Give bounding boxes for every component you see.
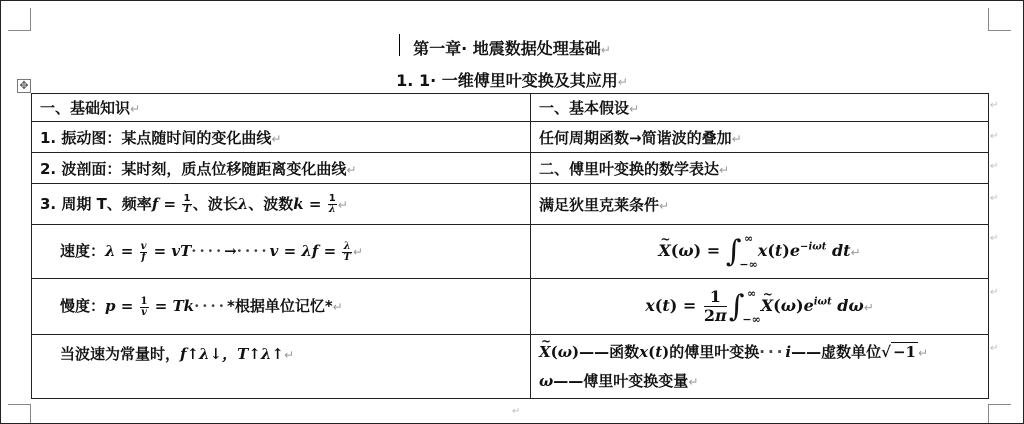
table-row xyxy=(32,153,989,184)
math-f: f xyxy=(151,195,159,213)
paragraph-mark: ↵ xyxy=(863,300,874,314)
right-header: 一、基本假设 xyxy=(539,99,630,117)
table-cell[interactable] xyxy=(531,94,989,122)
table-cell[interactable] xyxy=(32,335,531,399)
row-end-mark: ↵ xyxy=(990,131,999,142)
row-end-mark: ↵ xyxy=(990,193,999,204)
inverse-fourier-formula: x(t) = $\frac{1}{2\pi}$ ∫ ∞ −∞ ~ $X(\omega)e^{i\omega t}$ dω xyxy=(645,296,863,315)
wavenumber-label: 、波数 xyxy=(248,195,294,213)
paragraph-mark: ↵ xyxy=(600,43,611,57)
constant-speed-text: 当波速为常量时， xyxy=(60,345,181,363)
section-title-text: 1. 1· 一维傅里叶变换及其应用 xyxy=(396,71,618,90)
table-cell[interactable] xyxy=(531,122,989,153)
crop-mark-top-right xyxy=(988,8,1011,31)
paragraph-mark: ↵ xyxy=(337,198,348,212)
fourier-expression-heading: 二、傅里叶变换的数学表达 xyxy=(539,159,720,178)
table-row xyxy=(32,225,989,279)
table-cell[interactable] xyxy=(531,335,989,399)
table-cell[interactable] xyxy=(531,184,989,225)
row-end-mark: ↵ xyxy=(990,343,999,354)
row-end-mark: ↵ xyxy=(990,161,999,172)
speed-label: 速度： xyxy=(60,242,106,261)
wave-profile-text: 2. 波剖面：某时刻，质点位移随距离变化曲线 xyxy=(40,159,347,178)
paragraph-mark: ↵ xyxy=(352,245,363,260)
paragraph-mark: ↵ xyxy=(332,300,343,315)
table-cell[interactable] xyxy=(32,279,531,335)
paragraph-mark: ↵ xyxy=(719,162,730,177)
paragraph-mark: ↵ xyxy=(130,102,141,116)
table-cell[interactable] xyxy=(531,153,989,184)
wavelength-label: 、波长 xyxy=(192,195,238,213)
row-end-mark: ↵ xyxy=(990,287,999,298)
notes-table xyxy=(31,93,989,399)
table-cell[interactable] xyxy=(531,225,989,279)
crop-mark-bottom-right xyxy=(988,404,1011,423)
table-row xyxy=(32,122,989,153)
table-cell[interactable] xyxy=(531,279,989,335)
paragraph-mark: ↵ xyxy=(629,102,640,116)
constant-speed-formula: f↑λ↓，T↑λ↑ xyxy=(180,345,284,363)
document-end-mark: ↵ xyxy=(512,406,521,417)
paragraph-mark: ↵ xyxy=(617,75,628,89)
math-lambda: λ xyxy=(237,195,249,213)
left-header: 一、基础知识 xyxy=(40,99,131,117)
row-end-mark: ↵ xyxy=(990,233,999,244)
slowness-label: 慢度： xyxy=(60,297,106,316)
crop-mark-top-left xyxy=(8,8,31,31)
table-row xyxy=(32,94,989,122)
table-cell[interactable] xyxy=(32,94,531,122)
slowness-formula: p = $\frac{1}{v}$ = Tk···· xyxy=(105,295,227,318)
crop-mark-bottom-left xyxy=(8,404,31,423)
paragraph-mark: ↵ xyxy=(271,131,282,146)
table-row xyxy=(32,184,989,225)
section-title[interactable] xyxy=(0,68,1024,91)
paragraph-mark: ↵ xyxy=(346,162,357,177)
vibration-graph-text: 1. 振动图：某点随时间的变化曲线 xyxy=(40,128,272,147)
periodic-function-text: 任何周期函数→简谐波的叠加 xyxy=(539,128,732,147)
math-k: k xyxy=(293,195,304,213)
row-end-mark: ↵ xyxy=(990,100,999,111)
paragraph-mark: ↵ xyxy=(850,245,861,259)
variable-description-line2: ω——傅里叶变换变量↵ xyxy=(539,372,699,390)
move-cross-icon[interactable]: ✥ xyxy=(17,79,31,93)
fraction-1-over-lambda: $\frac{1}{\lambda}$ xyxy=(328,193,336,215)
chapter-title[interactable] xyxy=(0,36,1024,59)
math-equals: = xyxy=(158,195,182,213)
table-row xyxy=(32,279,989,335)
paragraph-mark: ↵ xyxy=(659,198,670,213)
table-cell[interactable] xyxy=(32,225,531,279)
table-cell[interactable] xyxy=(32,184,531,225)
period-frequency-text: 3. 周期 T、频率 xyxy=(40,195,152,213)
speed-formula: λ = $\frac{v}{f}$ = vT····→····v = λf = $\frac{\lambda}{T}$ xyxy=(105,240,351,263)
table-cell[interactable] xyxy=(32,122,531,153)
math-equals: = xyxy=(303,195,327,213)
paragraph-mark: ↵ xyxy=(731,131,742,146)
fraction-1-over-T: $\frac{1}{T}$ xyxy=(183,193,191,215)
dirichlet-condition-text: 满足狄里克莱条件 xyxy=(539,195,660,214)
slowness-note: *根据单位记忆* xyxy=(226,297,333,316)
fourier-transform-formula: ~ X(ω) = ∫ ∞ −∞ $x(t)e^{-i\omega t}$ dt xyxy=(658,241,850,260)
paragraph-mark: ↵ xyxy=(283,348,295,362)
table-cell[interactable] xyxy=(32,153,531,184)
table-row xyxy=(32,335,989,399)
chapter-title-text: 第一章· 地震数据处理基础 xyxy=(413,39,601,58)
variable-description-line1: ~ X(ω)——函数x(t)的傅里叶变换···i——虚数单位√ −1 ↵ xyxy=(539,343,928,361)
